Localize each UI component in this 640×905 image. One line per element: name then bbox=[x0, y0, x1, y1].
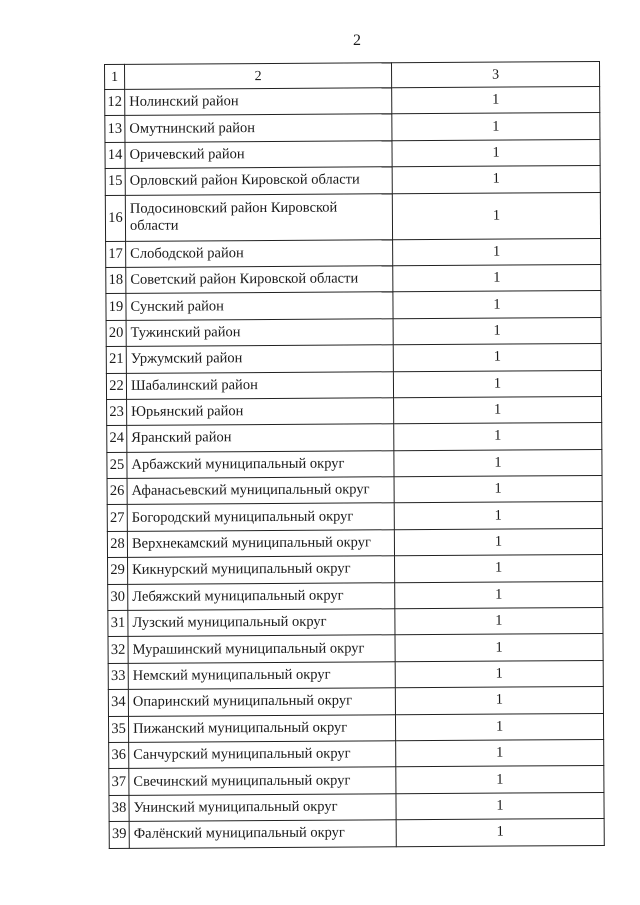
table-row bbox=[106, 370, 601, 399]
value-cell: 1 bbox=[394, 396, 602, 424]
value-cell: 1 bbox=[396, 819, 604, 847]
row-number-cell: 36 bbox=[109, 742, 129, 769]
table-row bbox=[109, 819, 604, 848]
municipality-name-cell: Лузский муниципальный округ bbox=[128, 609, 395, 637]
row-number-cell: 17 bbox=[106, 241, 126, 268]
table-row bbox=[106, 317, 601, 346]
row-number-cell: 24 bbox=[107, 426, 127, 453]
header-cell-2: 2 bbox=[125, 63, 392, 90]
municipality-name-cell: Лебяжский муниципальный округ bbox=[128, 582, 395, 610]
table-row bbox=[105, 139, 600, 168]
municipality-name-cell: Яранский район bbox=[127, 424, 394, 452]
municipality-name-cell: Уржумский район bbox=[126, 345, 393, 373]
value-cell: 1 bbox=[395, 660, 603, 688]
table-row bbox=[107, 423, 602, 452]
value-cell: 1 bbox=[395, 687, 603, 715]
row-number-cell: 38 bbox=[109, 795, 129, 822]
value-cell: 1 bbox=[393, 291, 601, 319]
municipality-name-cell: Советский район Кировской области bbox=[126, 266, 393, 294]
municipality-name-cell: Немский муниципальный округ bbox=[128, 662, 395, 690]
value-cell: 1 bbox=[393, 317, 601, 345]
value-cell: 1 bbox=[394, 423, 602, 451]
value-cell: 1 bbox=[393, 370, 601, 398]
table-row bbox=[109, 739, 604, 768]
value-cell: 1 bbox=[394, 476, 602, 504]
municipality-name-cell: Опаринский муниципальный округ bbox=[128, 688, 395, 716]
row-number-cell: 12 bbox=[105, 89, 125, 116]
row-number-cell: 25 bbox=[107, 452, 127, 479]
value-cell: 1 bbox=[393, 264, 601, 292]
value-cell: 1 bbox=[392, 86, 600, 114]
row-number-cell: 23 bbox=[107, 399, 127, 426]
row-number-cell: 37 bbox=[109, 769, 129, 796]
table-row bbox=[107, 449, 602, 478]
row-number-cell: 29 bbox=[108, 558, 128, 585]
table-row bbox=[107, 476, 602, 505]
row-number-cell: 13 bbox=[105, 116, 125, 143]
value-cell: 1 bbox=[392, 139, 600, 167]
table-row bbox=[107, 396, 602, 425]
table-row bbox=[105, 113, 600, 142]
value-cell: 1 bbox=[395, 634, 603, 662]
document-sheet bbox=[104, 61, 605, 849]
municipality-name-cell: Пижанский муниципальный округ bbox=[128, 714, 395, 742]
value-cell: 1 bbox=[395, 713, 603, 741]
table-row bbox=[108, 555, 603, 584]
row-number-cell: 22 bbox=[106, 373, 126, 400]
municipality-name-cell: Омутнинский район bbox=[125, 114, 392, 142]
data-table bbox=[104, 61, 605, 849]
value-cell: 1 bbox=[395, 581, 603, 609]
table-row bbox=[105, 166, 600, 195]
row-number-cell: 26 bbox=[107, 478, 127, 505]
value-cell: 1 bbox=[393, 238, 601, 266]
table-row bbox=[105, 192, 600, 241]
municipality-name-cell: Юрьянский район bbox=[127, 398, 394, 426]
municipality-name-cell: Орловский район Кировской области bbox=[125, 167, 392, 195]
table-row bbox=[108, 687, 603, 716]
value-cell: 1 bbox=[392, 192, 600, 239]
row-number-cell: 39 bbox=[109, 822, 129, 849]
value-cell: 1 bbox=[396, 739, 604, 767]
row-number-cell: 31 bbox=[108, 610, 128, 637]
row-number-cell: 14 bbox=[105, 142, 125, 169]
municipality-name-cell: Оричевский район bbox=[125, 141, 392, 169]
row-number-cell: 19 bbox=[106, 294, 126, 321]
row-number-cell: 33 bbox=[108, 663, 128, 690]
value-cell: 1 bbox=[392, 113, 600, 141]
table-row bbox=[106, 238, 601, 267]
row-number-cell: 16 bbox=[105, 195, 125, 241]
municipality-name-cell: Кикнурский муниципальный округ bbox=[128, 556, 395, 584]
row-number-cell: 32 bbox=[108, 637, 128, 664]
table-header-row bbox=[105, 61, 600, 89]
table-row bbox=[106, 291, 601, 320]
row-number-cell: 21 bbox=[106, 346, 126, 373]
row-number-cell: 20 bbox=[106, 320, 126, 347]
row-number-cell: 35 bbox=[108, 716, 128, 743]
municipality-name-cell: Фалёнский муниципальный округ bbox=[129, 820, 396, 848]
table-row bbox=[108, 634, 603, 663]
value-cell: 1 bbox=[394, 528, 602, 556]
row-number-cell: 27 bbox=[107, 505, 127, 532]
header-cell-1: 1 bbox=[105, 64, 125, 89]
value-cell: 1 bbox=[394, 449, 602, 477]
municipality-name-cell: Афанасьевский муниципальный округ bbox=[127, 477, 394, 505]
table-row bbox=[108, 660, 603, 689]
page-number: 2 bbox=[353, 32, 361, 49]
municipality-name-cell: Сунский район bbox=[126, 292, 393, 320]
table-row bbox=[106, 344, 601, 373]
table-row bbox=[108, 713, 603, 742]
municipality-name-cell: Шабалинский район bbox=[126, 371, 393, 399]
municipality-name-cell: Арбажский муниципальный округ bbox=[127, 450, 394, 478]
municipality-name-cell: Санчурский муниципальный округ bbox=[129, 741, 396, 769]
municipality-name-cell: Свечинский муниципальный округ bbox=[129, 767, 396, 795]
value-cell: 1 bbox=[395, 607, 603, 635]
row-number-cell: 28 bbox=[107, 531, 127, 558]
municipality-name-cell: Подосиновский район Кировской области bbox=[125, 193, 392, 241]
row-number-cell: 15 bbox=[105, 169, 125, 196]
value-cell: 1 bbox=[394, 502, 602, 530]
row-number-cell: 30 bbox=[108, 584, 128, 611]
row-number-cell: 18 bbox=[106, 267, 126, 294]
table-row bbox=[109, 766, 604, 795]
header-cell-3: 3 bbox=[391, 61, 599, 87]
value-cell: 1 bbox=[392, 166, 600, 194]
municipality-name-cell: Нолинский район bbox=[125, 88, 392, 116]
table-row bbox=[105, 86, 600, 115]
table-row bbox=[107, 528, 602, 557]
municipality-name-cell: Мурашинский муниципальный округ bbox=[128, 635, 395, 663]
value-cell: 1 bbox=[396, 792, 604, 820]
municipality-name-cell: Тужинский район bbox=[126, 318, 393, 346]
table-row bbox=[108, 581, 603, 610]
table-row bbox=[108, 607, 603, 636]
table-row bbox=[106, 264, 601, 293]
municipality-name-cell: Верхнекамский муниципальный округ bbox=[127, 530, 394, 558]
value-cell: 1 bbox=[393, 344, 601, 372]
value-cell: 1 bbox=[395, 555, 603, 583]
municipality-name-cell: Слободской район bbox=[126, 239, 393, 267]
row-number-cell: 34 bbox=[108, 690, 128, 717]
municipality-name-cell: Богородский муниципальный округ bbox=[127, 503, 394, 531]
table-row bbox=[107, 502, 602, 531]
table-row bbox=[109, 792, 604, 821]
municipality-name-cell: Унинский муниципальный округ bbox=[129, 793, 396, 821]
value-cell: 1 bbox=[396, 766, 604, 794]
